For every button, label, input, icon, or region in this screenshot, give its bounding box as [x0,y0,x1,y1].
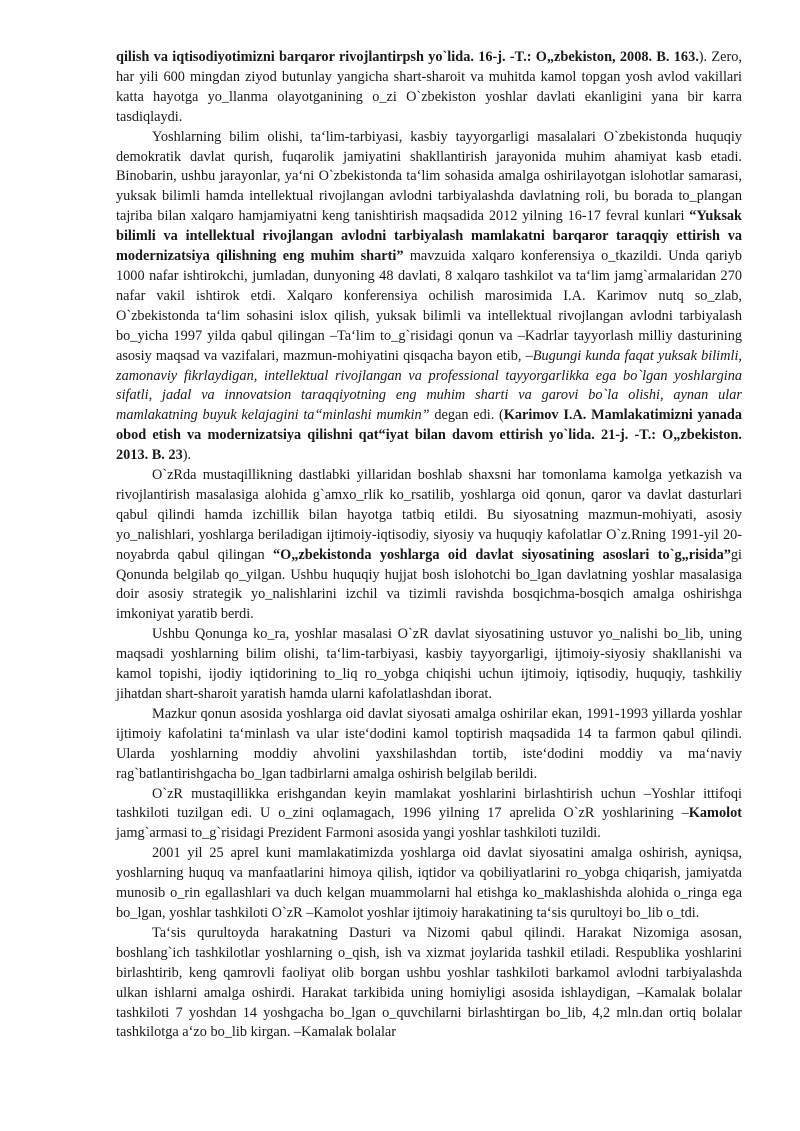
document-page [116,48,742,1043]
body-text: Yoshlarning bilim olishi, ta‘lim-tarbiyasi, kasbiy tayyorgarligi masalalari O`zbekistonda huquqiy demokratik davlat qurish, fuqarolik jamiyatini shakllantirish jarayonida muhim ahamiyat kasb etadi. Binobarin, ushbu jarayonlar, ya‘ni O`zbekistonda ta‘lim sohasida amalga oshirilayotgan islohotlar samarasi, yuksak bilimli hamda intellektual rivojlangan avlodni tarbiyalashda davlatning roli, bu borada to_plangan tajriba bilan xalqaro hamjamiyatni keng tanishtirish maqsadida 2012 yilning 16-17 fevral kunlari [116,128,742,225]
body-text: O`zR mustaqillikka erishgandan keyin mamlakat yoshlarini birlashtirish uchun –Yoshlar ittifoqi tashkiloti tuzilgan edi. U o_zini oqlamagach, 1996 yilning 17 aprelida O`zR yoshlarining – [116,785,742,822]
paragraph [116,128,742,466]
body-text: ). [182,447,192,464]
bold-text: qilish va iqtisodiyotimizni barqaror rivojlantirpsh yo`lida. 16-j. -T.: O„zbekiston, 2008. B. 163. [116,49,699,65]
body-text: Ushbu Qonunga ko_ra, yoshlar masalasi O`zR davlat siyosatining ustuvor yo_nalishi bo_lib, uning maqsadi yoshlarning bilim olishi, ta‘lim-tarbiyasi, kasbiy tayyorgarligi, ijtimoiy-siyosiy shakllanishi va kamol topishi, ijodiy iqtidorining to_liq ro_yobga chiqishi uchun ijtimoiy, iqtisodiy, huquqiy, tashkiliy jihatdan shart-sharoit yaratish hamda ularni kafolatlashdan iborat. [116,626,742,702]
body-text: Ta‘sis qurultoyda harakatning Dasturi va Nizomi qabul qilindi. Harakat Nizomiga asosan, boshlang`ich tashkilotlar yoshlarning o_qish, ish va xizmat joylarida tashkil etiladi. Respublika yoshlarini birlashtirib, keng qamrovli faoliyat olib borgan ushbu yoshlar tashkiloti barkamol avlodni tarbiyalashda ulkan ishlarni amalga oshirdi. Harakat tarkibida uning homiyligi asosida ishlaydigan, –Kamalak bolalar tashkiloti 7 yoshdan 14 yoshgacha bo_lgan o_quvchilarni birlashtirgan bo_lib, 4,2 mln.dan ortiq bolalar tashkilotga a‘zo bo_lib kirgan. –Kamalak bolalar [116,924,742,1041]
body-text: ). Zero, har yili 600 mingdan ziyod butunlay yangicha shart-sharoit va muhitda kamol topgan yosh avlod vakillari katta hayotga yo_llanma olayotganining o_zi O`zbekiston yoshlar davlati ekanligini yana bir karra tasdiqlaydi. [116,49,742,125]
paragraph [116,844,742,924]
paragraph [116,466,742,625]
body-text: Mazkur qonun asosida yoshlarga oid davlat siyosati amalga oshirilar ekan, 1991-1993 yillarda yoshlar ijtimoiy kafolatini ta‘minlash va ular iste‘dodini kamol toptirish maqsadida 14 ta farmon qabul qilindi. Ularda yoshlarning moddiy ahvolini yaxshilashdan tortib, iste‘dodini moddiy va ma‘naviy rag`batlantirishgacha bo_lgan tadbirlarni amalga oshirish belgilab berildi. [116,705,742,782]
bold-text: “Yuksak bilimli va intellektual rivojlangan avlodni tarbiyalash mamlakatni barqaror taraqqiy ettirish va modernizatsiya qilishning eng muhim sharti” [116,208,742,265]
bold-text: Kamolot [688,805,742,822]
bold-text: “O„zbekistonda yoshlarga oid davlat siyosatining asoslari to`g„risida” [273,546,731,563]
body-text: mavzuida xalqaro konferensiya o_tkazildi. Unda qariyb 1000 nafar ishtirokchi, jumladan, dunyoning 48 davlati, 8 xalqaro tashkilot va ta‘lim jamg`armalaridan 270 nafar vakil ishtirok etdi. Xalqaro konferensiya ochilish marosimida I.A. Karimov nutq so_zlab, O`zbekistonda ta‘lim sohasini islox qilish, yuksak bilimli va intellektual rivojlangan avlodni tarbiyalash bo_yicha 1997 yilda qabul qilingan –Ta‘lim to_g`risidagi qonun va –Kadrlar tayyorlash milliy dasturining asosiy maqsad va vazifalari, mazmun-mohiyatini qisqacha bayon etib, [116,248,742,364]
paragraph [116,705,742,785]
paragraph [116,48,742,128]
paragraph [116,924,742,1043]
body-text: jamg`armasi to_g`risidagi Prezident Farmoni asosida yangi yoshlar tashkiloti tuzildi. [116,825,601,842]
paragraph [116,625,742,705]
bold-text: Karimov I.A. Mamlakatimizni yanada obod etish va modernizatsiya qilishni qat“iyat bilan davom ettirish yo`lida. 21-j. -T.: O„zbekiston. 2013. B. 23 [116,407,742,464]
body-text: O`zRda mustaqillikning dastlabki yillaridan boshlab shaxsni har tomonlama kamolga yetkazish va rivojlantirish masalasiga alohida g`amxo_rlik ko_rsatilib, yoshlarga oid qonun, qaror va davlat dasturlari qabul qilindi hamda izchillik bilan hayotga tatbiq etildi. Bu siyosatning mazmun-mohiyati, asosiy yo_nalishlari, yoshlarga beriladigan ijtimoiy-iqtisodiy, siyosiy va huquqiy kafolatlar O`z.Rning 1991-yil 20-noyabrda qabul qilingan [116,467,742,563]
italic-text: –Bugungi kunda faqat yuksak bilimli, zamonaviy fikrlaydigan, intellektual rivojlangan va professional tayyorgarlikka ega bo`lgan yoshlargina sifatli, jadal va innovatsion taraqqiyotning eng muhim sharti va garovi bo`la olishi, aynan ular mamlakatning buyuk kelajagini ta“minlashi mumkin” [116,347,742,424]
body-text: 2001 yil 25 aprel kuni mamlakatimizda yoshlarga oid davlat siyosatini amalga oshirish, ayniqsa, yoshlarning huquq va manfaatlarini himoya qilish, iqtidor va qobiliyatlarini ro_yobga chiqarish, jamiyatda munosib o_rin egallashlari va duch kelgan muammolarni hal etishga ko_maklashishda alohida o_ringa ega bo_lgan, yoshlar tashkiloti O`zR –Kamolot yoshlar ijtimoiy harakatining ta‘sis qurultoyi bo_lib o_tdi. [116,845,742,921]
body-text: gi Qonunda belgilab qo_yilgan. Ushbu huquqiy hujjat bosh islohotchi bo_lgan davlatning yoshlar masalasiga doir asosiy strategik yo_nalishlarini izchil va tizimli ravishda bosqichma-bosqich amalga oshirishga imkoniyat yaratib berdi. [116,546,742,623]
body-text: degan edi. ( [429,407,504,424]
paragraph [116,785,742,845]
